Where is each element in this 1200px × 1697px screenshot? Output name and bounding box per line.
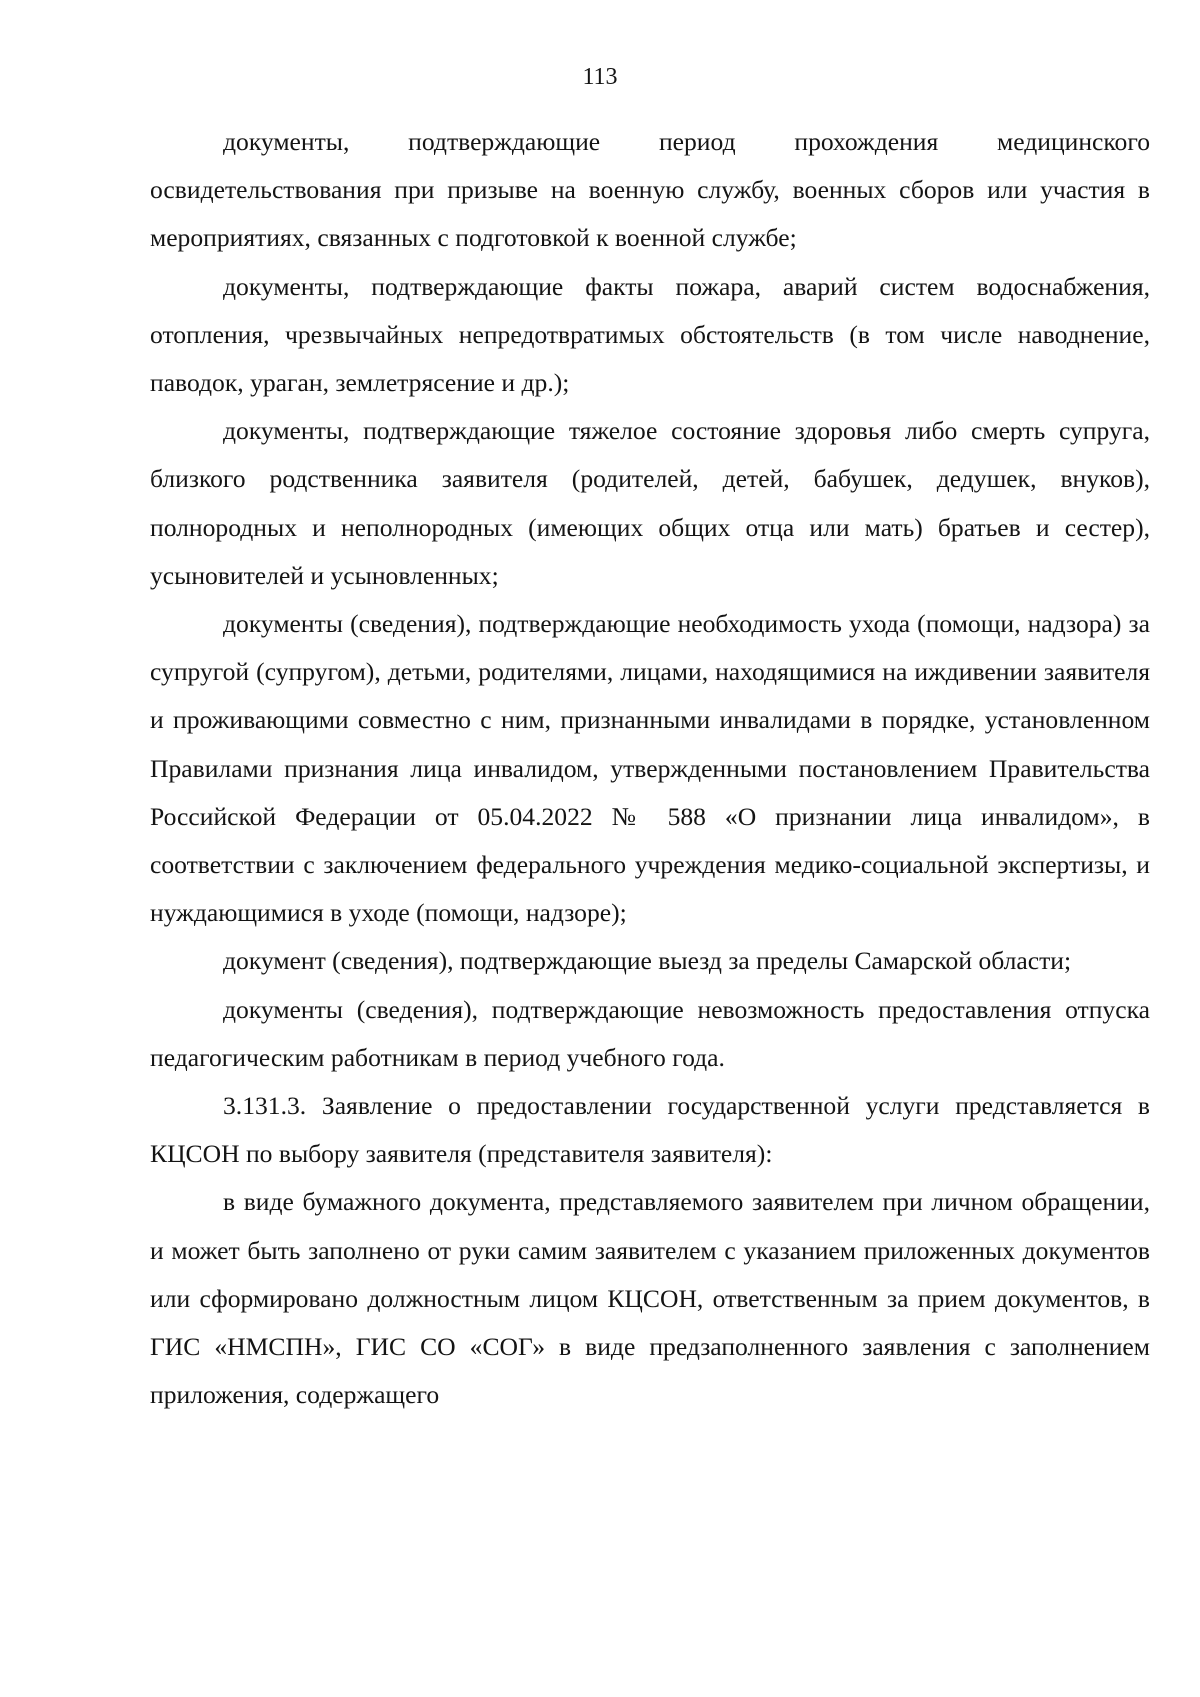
paragraph-paper-document-application: в виде бумажного документа, представляемого заявителем при личном обращении, и может быть заполнено от руки самим заявителем с указанием приложенных документов или сформировано должностным лицом КЦСОН, ответственным за прием документов, в ГИС «НМСПН», ГИС СО «СОГ» в виде предзаполненного заявления с заполнением приложения, содержащего (150, 1187, 1150, 1410)
paragraph-emergency-documents: документы, подтверждающие факты пожара, аварий систем водоснабжения, отопления, чрезвычайных непредотвратимых обстоятельств (в том числе наводнение, паводок, ураган, землетрясение и др.); (150, 271, 1150, 398)
paragraph-health-or-death-documents: документы, подтверждающие тяжелое состояние здоровья либо смерть супруга, близкого родственника заявителя (родителей, детей, бабушек, дедушек, внуков), полнородных и неполнородных (имеющих общих отца или мать) братьев и сестер), усыновителей и усыновленных; (150, 416, 1150, 590)
document-body (150, 118, 1150, 1419)
paragraph-departure-documents: документ (сведения), подтверждающие выезд за пределы Самарской области; (223, 946, 1072, 976)
page-number: 113 (582, 64, 618, 90)
paragraph-leave-impossibility-documents: документы (сведения), подтверждающие невозможность предоставления отпуска педагогическим работникам в период учебного года. (150, 994, 1150, 1072)
paragraph-medical-examination-documents: документы, подтверждающие период прохождения медицинского освидетельствования при призыве на военную службу, военных сборов или участия в мероприятиях, связанных с подготовкой к военной службе; (150, 127, 1150, 253)
paragraph-care-necessity-documents: документы (сведения), подтверждающие необходимость ухода (помощи, надзора) за супругой (супругом), детьми, родителями, лицами, находящимися на иждивении заявителя и проживающими совместно с ним, признанными инвалидами в порядке, установленном Правилами признания лица инвалидом, утвержденными постановлением Правительства Российской Федерации от 05.04.2022 № 588 «О признании лица инвалидом», в соответствии с заключением федерального учреждения медико-социальной экспертизы, и нуждающимися в уходе (помощи, надзоре); (150, 609, 1150, 928)
paragraph-section-3-131-3: 3.131.3. Заявление о предоставлении государственной услуги представляется в КЦСОН по выбору заявителя (представителя заявителя): (150, 1091, 1150, 1169)
